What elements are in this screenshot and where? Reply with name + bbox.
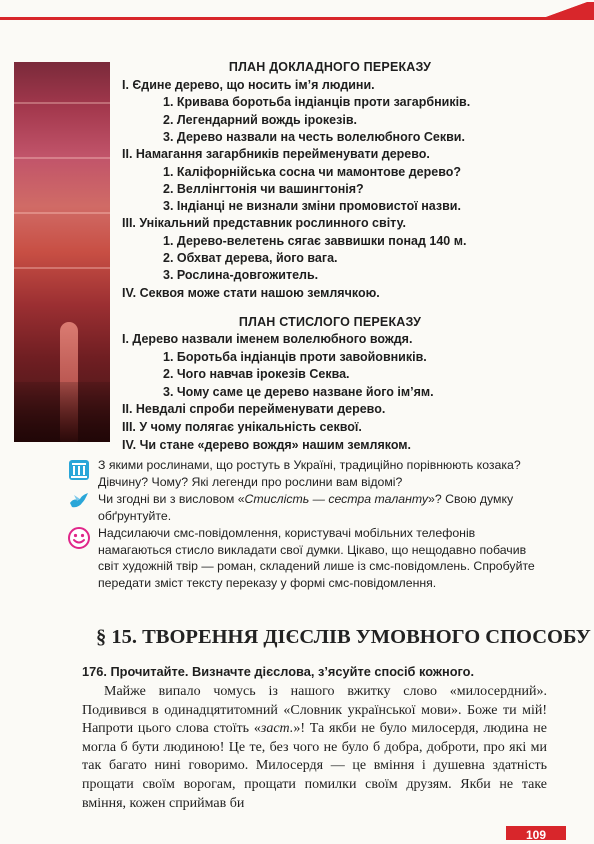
plan-line: ІІІ. У чому полягає унікальність секвої. bbox=[122, 420, 362, 434]
exercise-instruction: Прочитайте. Визначте дієслова, з’ясуйте спосіб кожного. bbox=[106, 664, 475, 679]
question-sms: Надсилаючи смс-повідомлення, користувачі мобільних телефонів намагаються стисло викладати свої думки. Цікаво, що нещодавно побачив світ художній твір — роман, складений лише із смс-повідомлень. Спробуйте передати зміст тексту переказу у формі смс-повідомлення. bbox=[98, 526, 535, 590]
plan-line: IV. Секвоя може стати нашою землячкою. bbox=[122, 285, 380, 300]
dove-icon bbox=[68, 491, 90, 513]
top-red-line bbox=[0, 17, 560, 20]
page-number: 109 bbox=[506, 826, 566, 840]
plan-line: 1. Боротьба індіанців проти завойовників. bbox=[163, 349, 427, 364]
plan-line: 2. Обхват дерева, його вага. bbox=[163, 251, 338, 265]
abbreviation: заст. bbox=[260, 721, 294, 737]
smiley-icon bbox=[68, 527, 90, 549]
plan-line: І. Дерево назвали іменем волелюбного вождя. bbox=[122, 332, 413, 346]
plan-line: 2. Легендарний вождь ірокезів. bbox=[163, 112, 357, 127]
detailed-plan-title: ПЛАН ДОКЛАДНОГО ПЕРЕКАЗУ bbox=[228, 60, 432, 74]
short-plan-title: ПЛАН СТИСЛОГО ПЕРЕКАЗУ bbox=[238, 315, 422, 329]
plan-line: IV. Чи стане «дерево вождя» нашим земляком. bbox=[122, 437, 412, 452]
columns-icon bbox=[68, 459, 90, 481]
top-red-corner bbox=[540, 2, 594, 20]
plan-line: ІІ. Намагання загарбників перейменувати дерево. bbox=[122, 147, 430, 162]
question-quote: Чи згодні ви з висловом «Стислість — сестра таланту»? Свою думку обґрунтуйте. bbox=[98, 492, 514, 523]
plan-line: ІІ. Невдалі спроби перейменувати дерево. bbox=[122, 402, 386, 417]
plan-line: 3. Індіанці не визнали зміни промовистої назви. bbox=[163, 199, 461, 214]
exercise-number: 176. bbox=[82, 664, 107, 679]
section-title: § 15. ТВОРЕННЯ ДІЄСЛІВ УМОВНОГО СПОСОБУ bbox=[96, 626, 591, 648]
plan-line: 1. Дерево-велетень сягає заввишки понад 140 м. bbox=[163, 233, 467, 248]
plan-line: ІІІ. Унікальний представник рослинного світу. bbox=[122, 216, 406, 231]
top-border bbox=[0, 0, 594, 22]
plan-line: 1. Кривава боротьба індіанців проти загарбників. bbox=[163, 95, 471, 110]
plan-line: 2. Чого навчав ірокезів Секва. bbox=[163, 367, 350, 382]
quote-text: Стислість — сестра таланту bbox=[244, 492, 428, 506]
plan-line: 1. Каліфорнійська сосна чи мамонтове дерево? bbox=[163, 164, 461, 179]
exercise-text: Майже випало чомусь із нашого вжитку слово «милосердний». Подивився в одинадцятитомний «Словник української мови». Боже ти мій! Напроти цього слова стоїть «заст.»! Та якби не було милосердя, людина не могла б бути людиною! Це те, без чого не було б добра, доброти, про які ми так багато нині говоримо. Милосердя — це вміння і душевна здатність прощати своїм ворогам, прощати помилки своїм друзям. Якби не таке вміння, кожен сприймав би bbox=[82, 684, 547, 811]
plan-line: І. Єдине дерево, що носить ім’я людини. bbox=[122, 78, 375, 92]
plan-line: 2. Веллінгтонія чи вашингтонія? bbox=[163, 181, 364, 196]
exercise-header bbox=[82, 664, 474, 679]
question-plants: З якими рослинами, що ростуть в Україні, традиційно порівнюють козака? Дівчину? Чому? Які легенди про рослини вам відомі? bbox=[98, 458, 521, 489]
plan-line: 3. Дерево назвали на честь волелюбного Секви. bbox=[163, 129, 465, 144]
sequoia-photo bbox=[14, 62, 110, 442]
plan-line: 3. Чому саме це дерево назване його ім’ям. bbox=[163, 384, 434, 399]
plan-line: 3. Рослина-довгожитель. bbox=[163, 268, 319, 283]
